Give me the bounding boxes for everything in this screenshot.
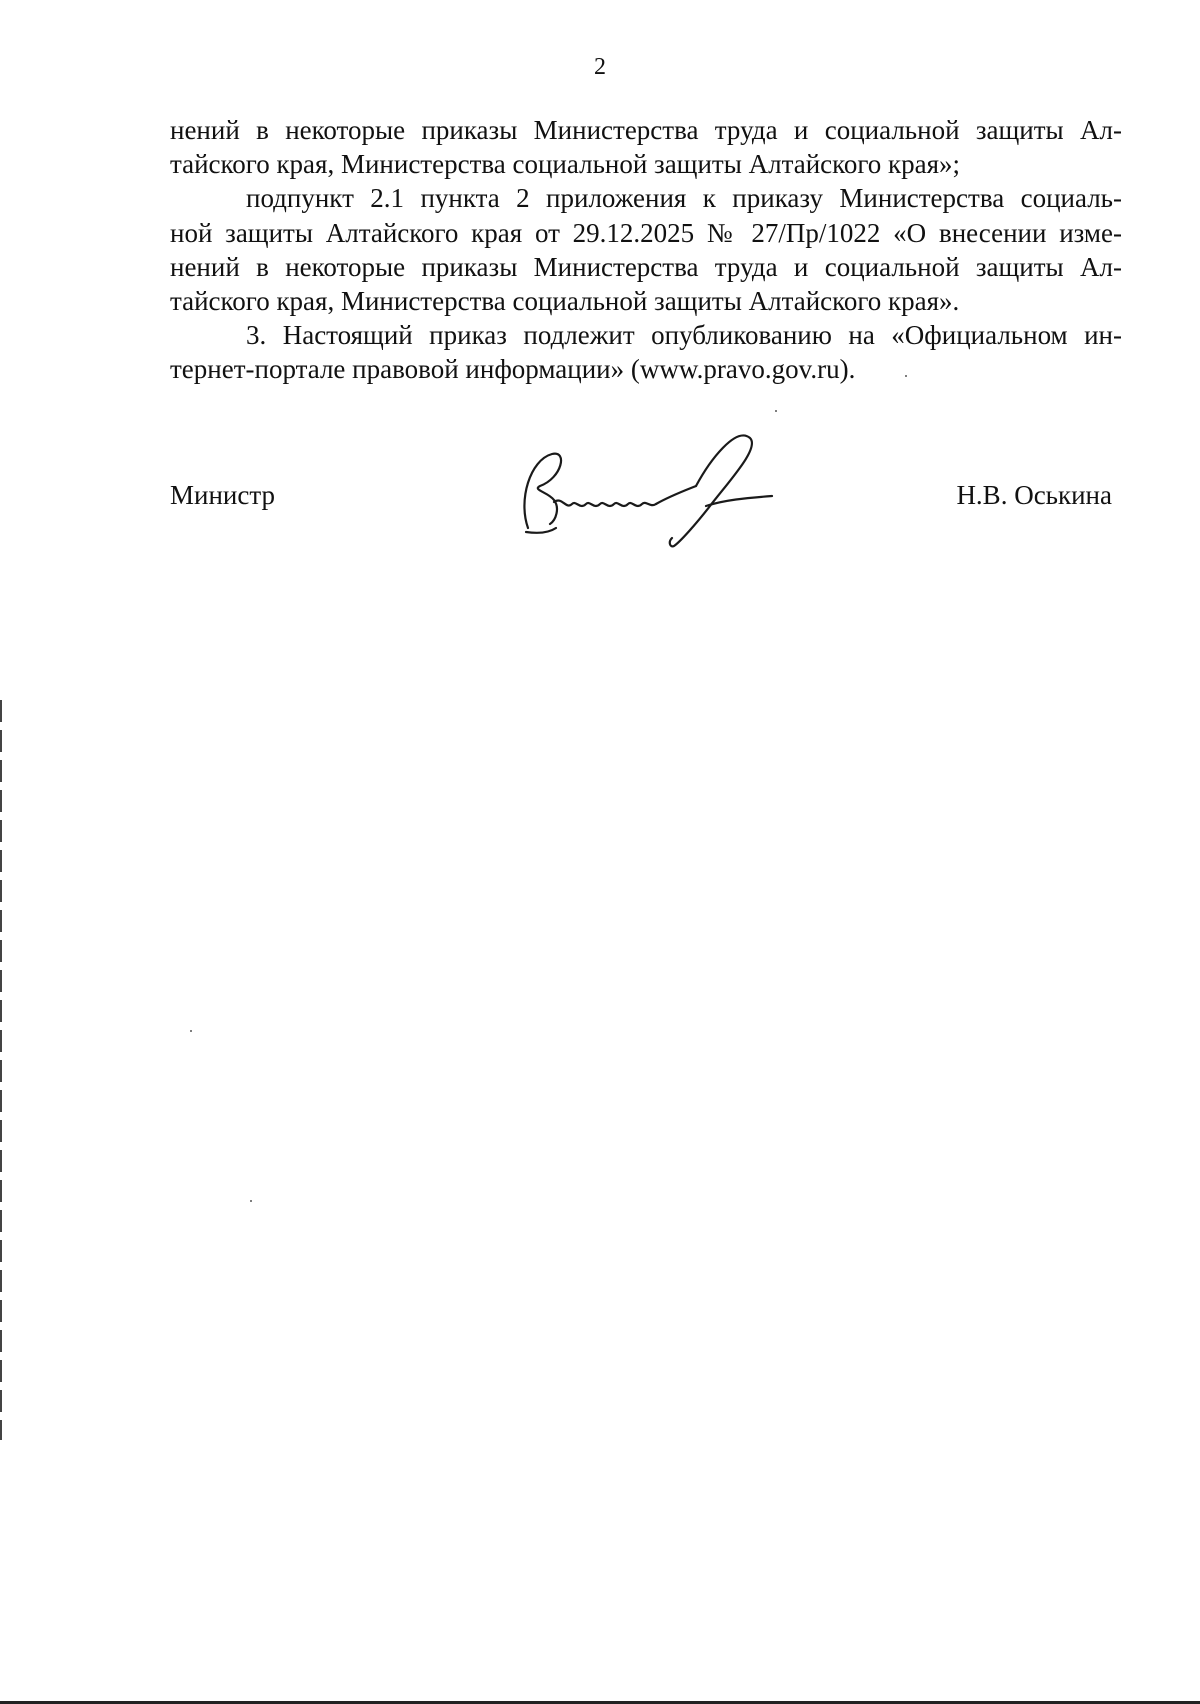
paragraph-line: ной защиты Алтайского края от 29.12.2025 № 27/Пр/1022 «О внесении изме- [170, 217, 1122, 248]
signatory-title: Министр [170, 480, 275, 510]
scan-speck [905, 375, 907, 377]
paragraph-line: тайского края, Министерства социальной защиты Алтайского края». [170, 285, 960, 316]
paragraph-line: нений в некоторые приказы Министерства труда и социальной защиты Ал- [170, 251, 1122, 282]
signatory-name: Н.В. Оськина [956, 480, 1112, 510]
document-body [170, 113, 1122, 387]
scan-edge-mark [0, 700, 2, 1440]
scan-speck [775, 410, 777, 412]
paragraph-line: подпункт 2.1 пункта 2 приложения к приказу Министерства социаль- [246, 183, 1122, 214]
scan-speck [250, 1200, 252, 1202]
paragraph-line: нений в некоторые приказы Министерства труда и социальной защиты Ал- [170, 115, 1122, 145]
scan-speck [190, 1030, 192, 1032]
paragraph-line: тайского края, Министерства социальной защиты Алтайского края»; [170, 149, 961, 180]
page-number: 2 [594, 54, 606, 80]
paragraph-line: 3. Настоящий приказ подлежит опубликованию на «Официальном ин- [246, 320, 1122, 351]
paragraph-line: тернет-портале правовой информации» (www.pravo.gov.ru). [170, 354, 856, 385]
handwritten-signature [510, 420, 810, 560]
